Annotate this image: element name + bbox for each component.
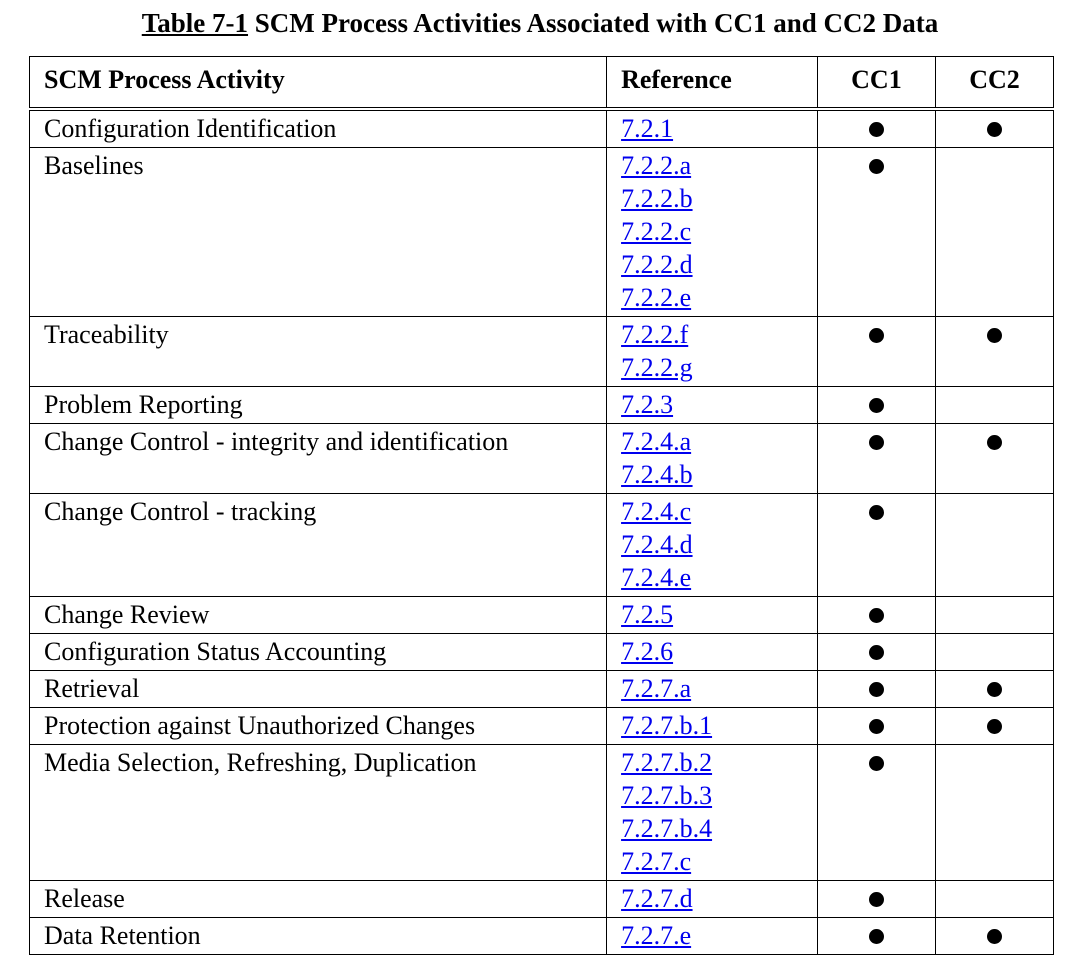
cc1-cell: [817, 317, 935, 387]
bullet-icon: [987, 719, 1002, 734]
reference-link[interactable]: 7.2.7.d: [621, 884, 693, 913]
activity-cell: Retrieval: [30, 671, 607, 708]
reference-cell: [607, 494, 818, 597]
bullet-icon: [987, 929, 1002, 944]
cc2-cell: [935, 424, 1053, 494]
reference-link[interactable]: 7.2.7.a: [621, 674, 692, 703]
bullet-icon: [869, 892, 884, 907]
cc1-cell: [817, 745, 935, 881]
bullet-icon: [869, 756, 884, 771]
header-row: [30, 57, 1054, 110]
reference-link[interactable]: 7.2.2.a: [621, 151, 692, 180]
cc1-cell: [817, 109, 935, 148]
bullet-icon: [869, 122, 884, 137]
reference-link[interactable]: 7.2.2.e: [621, 283, 692, 312]
header-activity: SCM Process Activity: [30, 57, 607, 110]
activity-cell: Protection against Unauthorized Changes: [30, 708, 607, 745]
activity-cell: Change Review: [30, 597, 607, 634]
table-number: Table 7-1: [141, 8, 249, 38]
reference-cell: [607, 918, 818, 955]
activity-cell: Data Retention: [30, 918, 607, 955]
cc1-cell: [817, 387, 935, 424]
bullet-icon: [869, 929, 884, 944]
table-row: [30, 494, 1054, 597]
activity-cell: Configuration Status Accounting: [30, 634, 607, 671]
cc1-cell: [817, 597, 935, 634]
table-row: [30, 148, 1054, 317]
activity-cell: Baselines: [30, 148, 607, 317]
reference-link[interactable]: 7.2.7.b.4: [621, 814, 713, 843]
reference-link[interactable]: 7.2.2.d: [621, 250, 693, 279]
bullet-icon: [869, 398, 884, 413]
table-row: [30, 317, 1054, 387]
cc2-cell: [935, 317, 1053, 387]
reference-cell: [607, 634, 818, 671]
cc2-cell: [935, 671, 1053, 708]
reference-link[interactable]: 7.2.5: [621, 600, 674, 629]
cc2-cell: [935, 597, 1053, 634]
table-row: [30, 708, 1054, 745]
reference-link[interactable]: 7.2.1: [621, 114, 674, 143]
cc2-cell: [935, 918, 1053, 955]
cc2-cell: [935, 494, 1053, 597]
bullet-icon: [987, 328, 1002, 343]
reference-link[interactable]: 7.2.4.b: [621, 460, 693, 489]
cc2-cell: [935, 109, 1053, 148]
activity-cell: Configuration Identification: [30, 109, 607, 148]
cc1-cell: [817, 708, 935, 745]
table-row: [30, 918, 1054, 955]
reference-cell: [607, 671, 818, 708]
cc1-cell: [817, 424, 935, 494]
cc2-cell: [935, 387, 1053, 424]
activity-cell: Change Control - tracking: [30, 494, 607, 597]
cc1-cell: [817, 671, 935, 708]
bullet-icon: [869, 645, 884, 660]
header-cc2: CC2: [935, 57, 1053, 110]
activity-cell: Problem Reporting: [30, 387, 607, 424]
bullet-icon: [987, 122, 1002, 137]
reference-cell: [607, 317, 818, 387]
bullet-icon: [987, 435, 1002, 450]
table-body: [30, 109, 1054, 955]
table-title: SCM Process Activities Associated with CC1 and CC2 Data: [248, 8, 939, 38]
bullet-icon: [869, 719, 884, 734]
table-row: [30, 671, 1054, 708]
table-row: [30, 881, 1054, 918]
table-row: [30, 634, 1054, 671]
reference-cell: [607, 745, 818, 881]
reference-link[interactable]: 7.2.4.d: [621, 530, 693, 559]
reference-link[interactable]: 7.2.7.b.3: [621, 781, 713, 810]
scm-activities-table: [29, 56, 1054, 955]
reference-link[interactable]: 7.2.4.a: [621, 427, 692, 456]
header-reference: Reference: [607, 57, 818, 110]
reference-link[interactable]: 7.2.2.f: [621, 320, 689, 349]
table-row: [30, 387, 1054, 424]
bullet-icon: [869, 435, 884, 450]
cc1-cell: [817, 148, 935, 317]
reference-cell: [607, 881, 818, 918]
bullet-icon: [987, 682, 1002, 697]
reference-cell: [607, 597, 818, 634]
table-row: [30, 745, 1054, 881]
reference-cell: [607, 387, 818, 424]
bullet-icon: [869, 328, 884, 343]
cc1-cell: [817, 494, 935, 597]
bullet-icon: [869, 682, 884, 697]
cc2-cell: [935, 148, 1053, 317]
reference-cell: [607, 708, 818, 745]
cc2-cell: [935, 881, 1053, 918]
reference-link[interactable]: 7.2.2.c: [621, 217, 692, 246]
reference-cell: [607, 424, 818, 494]
reference-link[interactable]: 7.2.2.b: [621, 184, 693, 213]
table-row: [30, 109, 1054, 148]
table-caption: [0, 6, 1080, 40]
bullet-icon: [869, 159, 884, 174]
cc1-cell: [817, 918, 935, 955]
reference-link[interactable]: 7.2.7.b.1: [621, 711, 713, 740]
bullet-icon: [869, 505, 884, 520]
cc1-cell: [817, 881, 935, 918]
reference-link[interactable]: 7.2.4.c: [621, 497, 692, 526]
cc2-cell: [935, 708, 1053, 745]
activity-cell: Release: [30, 881, 607, 918]
activity-cell: Media Selection, Refreshing, Duplication: [30, 745, 607, 881]
table-row: [30, 597, 1054, 634]
activity-cell: Change Control - integrity and identification: [30, 424, 607, 494]
reference-link[interactable]: 7.2.7.e: [621, 921, 692, 950]
reference-link[interactable]: 7.2.3: [621, 390, 674, 419]
reference-link[interactable]: 7.2.7.c: [621, 847, 692, 876]
reference-cell: [607, 148, 818, 317]
reference-link[interactable]: 7.2.6: [621, 637, 674, 666]
reference-link[interactable]: 7.2.7.b.2: [621, 748, 713, 777]
cc2-cell: [935, 745, 1053, 881]
activity-cell: Traceability: [30, 317, 607, 387]
cc2-cell: [935, 634, 1053, 671]
reference-link[interactable]: 7.2.4.e: [621, 563, 692, 592]
reference-cell: [607, 109, 818, 148]
table-row: [30, 424, 1054, 494]
header-cc1: CC1: [817, 57, 935, 110]
cc1-cell: [817, 634, 935, 671]
bullet-icon: [869, 608, 884, 623]
reference-link[interactable]: 7.2.2.g: [621, 353, 693, 382]
